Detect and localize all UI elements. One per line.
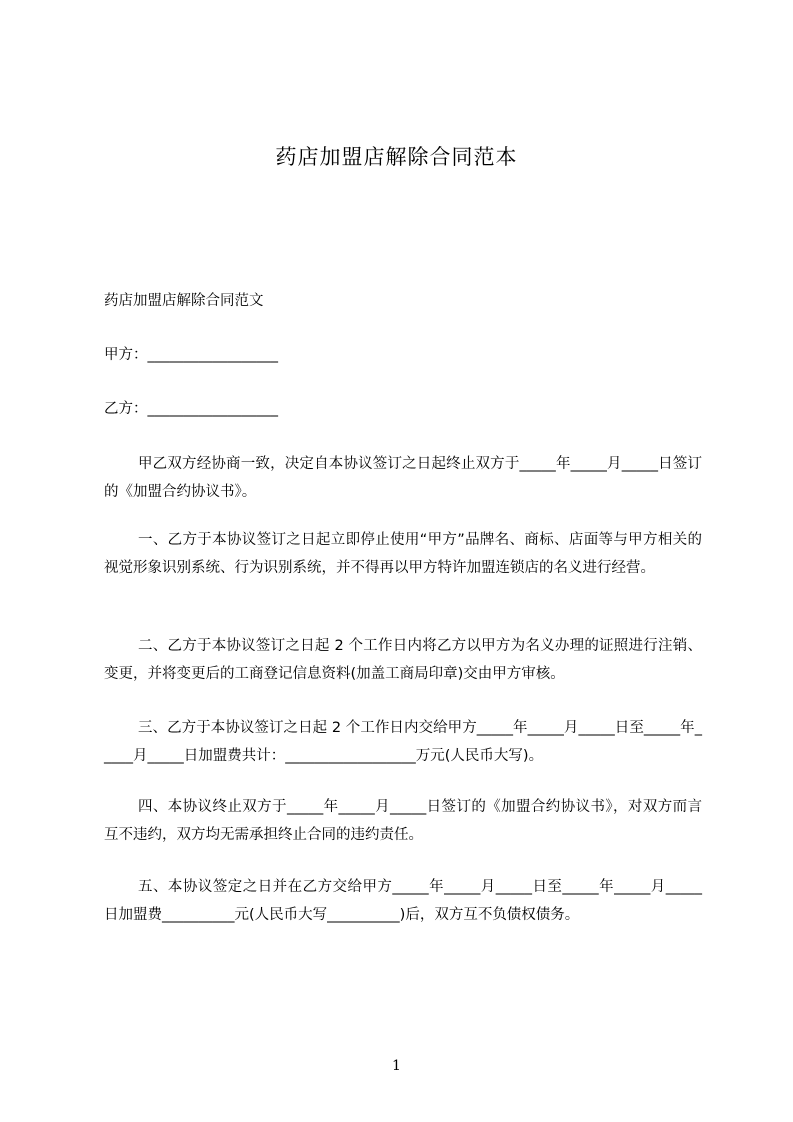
page-number: 1 [392, 1058, 401, 1074]
paragraph-clause-5: 五、本协议签定之日并在乙方交给甲方_____年_____月_____日至_____年_____月_____日加盟费__________元(人民币大写__________)后，双方互不负债权债务。 [104, 879, 702, 923]
paragraph-clause-3: 三、乙方于本协议签订之日起 2 个工作日内交给甲方_____年_____月_____日至_____年_____月_____日加盟费共计：__________________万元(人民币大写)。 [104, 720, 702, 764]
document-title: 药店加盟店解除合同范本 [275, 145, 518, 169]
paragraph-clause-1: 一、乙方于本协议签订之日起立即停止使用“甲方”品牌名、商标、店面等与甲方相关的视觉形象识别系统、行为识别系统，并不得再以甲方特许加盟连锁店的名义进行经营。 [104, 532, 702, 576]
document-subtitle: 药店加盟店解除合同范文 [104, 293, 264, 309]
paragraph-clause-2: 二、乙方于本协议签订之日起 2 个工作日内将乙方以甲方为名义办理的证照进行注销、变更，并将变更后的工商登记信息资料(加盖工商局印章)交由甲方审核。 [104, 638, 702, 682]
party-a-line: 甲方：__________________ [104, 347, 278, 363]
paragraph-clause-4: 四、本协议终止双方于_____年_____月_____日签订的《加盟合约协议书》，对双方而言互不违约，双方均无需承担终止合同的违约责任。 [104, 799, 702, 843]
paragraph-intro: 甲乙双方经协商一致，决定自本协议签订之日起终止双方于_____年_____月_____日签订的《加盟合约协议书》。 [104, 456, 702, 500]
party-b-line: 乙方：__________________ [104, 401, 278, 417]
